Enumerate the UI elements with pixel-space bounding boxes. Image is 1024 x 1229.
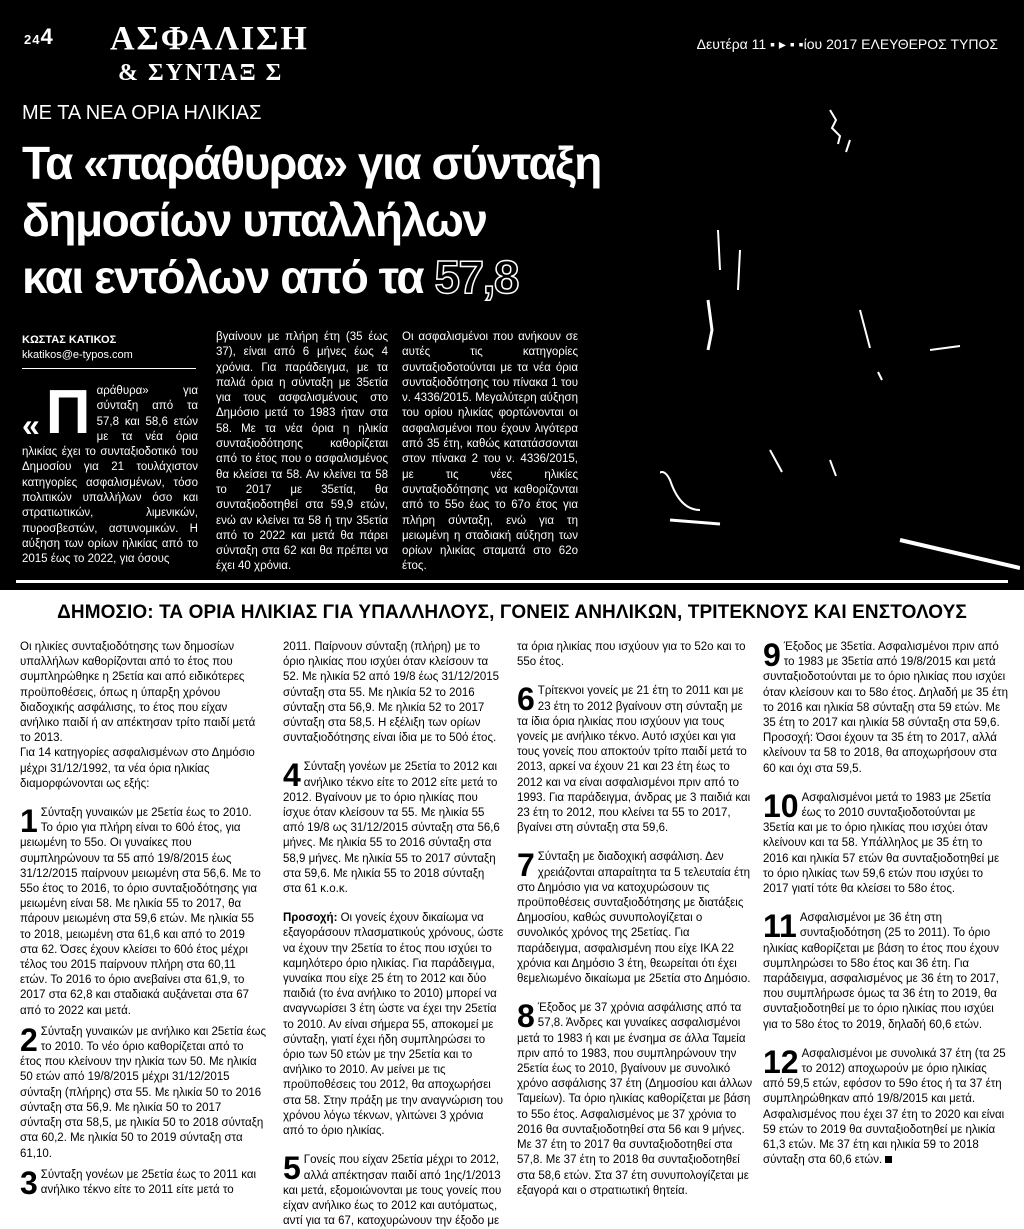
page-number: 244 bbox=[24, 24, 54, 49]
list-item-2: 2 Σύνταξη γυναικών με ανήλικο και 25ετία έως το 2010. Το νέο όριο καθορίζεται από το έτος που κλείνουν την ηλικία των 50. Με ηλικία 50 ετών από 19/8/2015 μέχρι 31/12/2015 σύνταξη (πλήρης) στα 55. Με ηλικία 50 το 2016 σύνταξη στα 56,9. Με ηλικία 50 το 2017 σύνταξη στα 58,5, με ηλικία 50 το 2018 σύνταξη στα 60,2. Με ηλικία 50 το 2019 σύνταξη στα 61,10. bbox=[20, 1021, 267, 1160]
section-subtitle: & ΣΥΝΤΑΞ Σ bbox=[118, 60, 284, 86]
info-column-4 bbox=[762, 637, 1009, 1169]
article-column-3: Οι ασφαλισμένοι που ανήκουν σε αυτές τις κατηγορίες συνταξιοδοτούνται με τα νέα όρια συνταξιοδότησης του πίνακα 1 του ν. 4336/2015. Μεγαλύτερη αύξηση του ορίου ηλικίας φορτώνονται οι ασφαλισμένοι που έχουν λιγότερα από 35 έτη, καθώς κατατάσσονται στον πίνακα 2 του ν. 4336/2015, με τις νέες ηλικίες συνταξιοδότησης να καθορίζονται από το 55ο έως το 67ο έτος για πλήρη σύνταξη, ενώ για τη μειωμένη η σταδιακή αύξηση των ορίων ηλικίας σταματά στο 62ο έτος. bbox=[402, 331, 578, 573]
info-column-1 bbox=[20, 640, 267, 1201]
list-item-7: 7 Σύνταξη με διαδοχική ασφάλιση. Δεν χρειάζονται απαραίτητα τα 5 τελευταία έτη στο Δημόσιο για να κατοχυρώσουν τις προϋποθέσεις συνταξιοδότησης με διατάξεις Δημοσίου, καθώς συνυπολογίζεται ο συνολικός χρόνος της 25ετίας. Για παράδειγμα, ασφαλισμένη που είχε ΙΚΑ 22 χρόνια και Δημόσιο 3 έτη, θεωρείται ότι έχει θεμελιωμένο δικαίωμα με 25ετία στο Δημόσιο. bbox=[517, 847, 751, 986]
dateline: Δευτέρα 11 ▪ ▸ ▪ ▪ίου 2017 ΕΛΕΥΘΕΡΟΣ ΤΥΠΟΣ bbox=[696, 36, 998, 52]
drop-cap: «Π bbox=[22, 378, 91, 447]
list-item-6: 6 Τρίτεκνοι γονείς με 21 έτη το 2011 και με 23 έτη το 2012 βγαίνουν στη σύνταξη με τα ίδια όρια ηλικίας που ισχύουν για τους γονείς με ανήλικο τέκνο. Αυτό ισχύει και για τους γονείς που αποκτούν τρίτο παιδί μετά το 2013, αρκεί να έχουν 21 και 23 έτη έως το 2012 και να είναι ασφαλισμένοι πριν από το 1993. Για παράδειγμα, άνδρας με 3 παιδιά και 23 έτη το 2012, που κλείνει τα 55 το 2017, βγαίνει στη σύνταξη στα 59,6. bbox=[517, 681, 751, 835]
author-name: ΚΩΣΤΑΣ ΚΑΤΙΚΟΣ bbox=[22, 334, 117, 346]
list-item-8: 8 Έξοδος με 37 χρόνια ασφάλισης από τα 57,8. Άνδρες και γυναίκες ασφαλισμένοι μετά το 1983 ή και με ένσημα σε άλλα Ταμεία πριν από το 1983, που συμπληρώνουν την 25ετία έως το 2010, βγαίνουν με συνολικό χρόνο ασφάλισης 37 έτη (Δημοσίου και άλλων Ταμείων). Τα όριο ηλικίας καθορίζεται με βάση το 55ο έτος. Ασφαλισμένος με 37 χρόνια το 2016 θα συνταξιοδοτηθεί στα 56 και 9 μήνες. Με 37 έτη το 2017 θα συνταξιοδοτηθεί στα 57,8. Με 37 έτη το 2018 θα συνταξιοδοτηθεί στα 58,6 ετών. Στα 37 έτη συνυπολογίζεται με εξαγορά και ο στρατιωτική θητεία. bbox=[517, 998, 753, 1197]
list-item-10: 10 Ασφαλισμένοι μετά το 1983 με 25ετία έως το 2010 συνταξιοδοτούνται με 35ετία και με το όριο ηλικίας που ισχύει όταν κλείνουν και τα 58. Υπάλληλος με 35 έτη το 2016 και ηλικία 57 ετών θα συνταξιοδοτηθεί με το όριο ηλικίας των 59,6 ετών που ισχύει το 2017 γιατί τότε θα κλείσει το 58ο έτος. bbox=[763, 787, 1000, 896]
article-column-2: βγαίνουν με πλήρη έτη (35 έως 37), είναι από 6 μήνες έως 4 χρόνια. Για παράδειγμα, με τα παλιά όρια η σύνταξη με 35ετία για τους ασφαλισμένους στο Δημόσιο μετά το 1983 ήταν στα 58. Με τα νέα όρια η ηλικία συνταξιοδότησης καθορίζεται από το έτος που ο ασφαλισμένος θα κλείσει τα 58. Αν κλείνει τα 58 το 2017 με 35ετία, θα συνταξιοδοτηθεί στα 59,9 ετών, ενώ αν κλείνει τα 58 ή την 35ετία από το 2022 και μετά θα πάρει σύνταξη στα 62 και θα πρέπει να έχει 40 χρόνια. bbox=[216, 331, 388, 573]
list-item-11: 11 Ασφαλισμένοι με 36 έτη στη συνταξιοδότηση (25 το 2011). Το όριο ηλικίας καθορίζεται με βάση το έτος που έχουν συμπληρώσει το 58ο έτος και 36 έτη. Για παράδειγμα, ασφαλισμένος με 36 έτη το 2017, που συμπλήρωσε όμως τα 36 έτη το 2019, θα συνταξιοδοτηθεί με το όριο ηλικίας που ισχύει για το 58ο έτος το 2019, δηλαδή 60,6 ετών. bbox=[763, 908, 999, 1031]
info-column-2 bbox=[282, 640, 505, 1229]
article-photo bbox=[660, 80, 1020, 580]
list-item-9: 9 Έξοδος με 35ετία. Ασφαλισμένοι πριν από το 1983 με 35ετία από 19/8/2015 και μετά συνταξιοδοτούνται με το όριο ηλικίας που ισχύει όταν κλείσουν και το 58ο έτος. Δηλαδή με 35 έτη το 2016 και ηλικία 58 σύνταξη στα 59 ετών. Με 35 έτη το 2017 και ηλικία 58 σύνταξη στα 59,6. Προσοχή: Όσοι έχουν τα 35 έτη το 2017, αλλά κλείνουν τα 58 το 2018, θα αποχωρήσουν στα 60 και όχι στα 59,5. bbox=[763, 637, 1008, 775]
info-column-3 bbox=[516, 640, 753, 1199]
list-item-4: 4 Σύνταξη γονέων με 25ετία το 2012 και ανήλικο τέκνο είτε το 2012 είτε μετά το 2012. Βγαίνουν με το όριο ηλικίας που ίσχυε όταν κλείσουν τα 55. Με ηλικία 55 από 19/8 ως 31/12/2015 σύνταξη στα 56,6 μήνες. Με ηλικία 55 το 2016 σύνταξη στα 58,9 μήνες. Με ηλικία 55 το 2017 σύνταξη στα 59,6. Με ηλικία 55 το 2018 σύνταξη στα 61 κ.ο.κ. bbox=[283, 757, 500, 896]
warning-note: Προσοχή: Οι γονείς έχουν δικαίωμα να εξαγοράσουν πλασματικούς χρόνους, ώστε να έχουν την 25ετία το έτος που ισχύει το καμηλότερο όριο ηλικίας. Για παράδειγμα, γυναίκα που είχε 25 έτη το 2012 και δύο παιδιά (το ένα ανήλικο το 2010) μπορεί να αναγνωρίσει 3 έτη ώστε να έχει την 25ετία το 2010. Αν είναι σήμερα 55, αποκομεί με σύνταξη, γιατί έχει ήδη συμπληρώσει το όριο των 50 ετών με την 25ετία και το ανήλικο το 2010. Αν μείνει με τις προϋποθέσεις του 2012, θα αποχωρήσει στα 58. Στην πράξη με την αναγνώριση του χρόνου λόγω τέκνων, γλιτώνει 3 χρόνια από το όριο ηλικίας. bbox=[283, 912, 504, 1138]
list-item-12: 12 Ασφαλισμένοι με συνολικά 37 έτη (τα 25 το 2012) αποχωρούν με όριο ηλικίας από 59,5 ετών, εφόσον το 59ο έτος ή τα 37 έτη συμπληρώθηκαν από 19/8/2015 και μετά. Ασφαλισμένος που έχει 37 έτη το 2020 και είναι 59 ετών το 2019 θα συνταξιοδοτηθεί με ηλικία 61,3 ετών. Με 37 έτη και ηλικία 59 το 2018 σύνταξη στα 60,6 ετών. bbox=[763, 1043, 1006, 1167]
author-email[interactable]: kkatikos@e-typos.com bbox=[22, 349, 133, 361]
intro-paragraph-2: Για 14 κατηγορίες ασφαλισμένων στο Δημόσιο μέχρι 31/12/1992, τα νέα όρια ηλικίας διαμορφώνονται ως εξής: bbox=[20, 747, 255, 790]
info-box bbox=[0, 590, 1024, 1229]
article-kicker: ΜΕ ΤΑ ΝΕΑ ΟΡΙΑ ΗΛΙΚΙΑΣ bbox=[22, 102, 262, 124]
article-column-1: «Π αράθυρα» για σύνταξη από τα 57,8 και 58,6 ετών με τα νέα όρια ηλικίας έχει το συνταξιοδοτικό του Δημοσίου για 21 τουλάχιστον κατηγορίες ασφαλισμένων, τόσο πολιτικών υπαλλήλων όσο και στρατιωτικών, λιμενικών, πυροσβεστών, αστυνομικών. Η αύξηση των ορίων ηλικίας από το 2015 έως το 2022, για όσους bbox=[22, 378, 198, 566]
list-item-3-start: Σύνταξη γονέων με 25ετία έως το 2011 και ανήλικο τέκνο είτε το 2011 είτε μετά το bbox=[40, 1168, 257, 1196]
list-item-5: 5 Γονείς που είχαν 25ετία μέχρι το 2012, αλλά απέκτησαν παιδί από 1ης/1/2013 και μετά, εξομοιώνονται με τους γονείς που είχαν ανήλικο έως το 2012 και αυτόματως, αντί για τα 67, κατοχυρώνουν την έξοδο με bbox=[283, 1150, 502, 1228]
byline-rule bbox=[22, 368, 196, 369]
list-item-1: 1 Σύνταξη γυναικών με 25ετία έως το 2010. Το όριο για πλήρη είναι το 60ό έτος, για μειωμένη το 55ο. Οι γυναίκες που συμπληρώνουν τα 55 από 19/8/2015 έως 31/12/2015 παίρνουν μειωμένη στα 56,6. Με το 55ο έτος το 2016, το όριο συνταξιοδότησης για μειωμένη είναι 58. Με ηλικία 55 το 2017, θα πάρουν μειωμένη στα 59,6 ετών. Με ηλικία 55 το 2018, μειωμένη στα 61,6 και από το 2019 στα 62. Όσες έχουν κλείσει το 60ό έτος μέχρι τέλος του 2015 παίρνουν πλήρη στα 60,11 ετών. Το 2016 το όριο ανεβαίνει στα 61,9, το 2017 στα 62,8 και σταδιακά αυξάνεται στα 67 από το 2022 και μετά. bbox=[20, 803, 261, 1017]
article-headline: Τα «παράθυρα» για σύνταξη δημοσίων υπαλλήλων και εντόλων από τα 57,8 bbox=[22, 137, 601, 303]
section-title: ΑΣΦΑΛΙΣΗ bbox=[110, 20, 309, 57]
info-box-title: ΔΗΜΟΣΙΟ: ΤΑ ΟΡΙΑ ΗΛΙΚΙΑΣ ΓΙΑ ΥΠΑΛΛΗΛΟΥΣ, ΓΟΝΕΙΣ ΑΝΗΛΙΚΩΝ, ΤΡΙΤΕΚΝΟΥΣ ΚΑΙ ΕΝΣΤΟΛΟΥΣ bbox=[57, 602, 967, 623]
list-item-5-continued: τα όρια ηλικίας που ισχύουν για το 52ο και το 55ο έτος. bbox=[517, 641, 746, 669]
list-item-3-continued: 2011. Παίρνουν σύνταξη (πλήρη) με το όριο ηλικίας που ισχύει όταν κλείσουν τα 52. Με ηλικία 52 από 19/8 έως 31/12/2015 σύνταξη στα 55. Με ηλικία 52 το 2016 σύνταξη στα 56,9. Με ηλικία 52 το 2017 σύνταξη στα 58,5. Η εξέλιξη των ορίων συνταξιοδότησης είναι ίδια με το 50ό έτος. bbox=[283, 641, 500, 745]
article-header-area bbox=[0, 0, 1024, 582]
end-mark bbox=[885, 1156, 892, 1163]
intro-paragraph-1: Οι ηλικίες συνταξιοδότησης των δημοσίων υπαλλήλων καθορίζονται από το έτος που συμπληρώθηκε η 25ετία και από ειδικότερες προϋποθέσεις, όπως η ύπαρξη χρόνου διαδοχικής ασφάλισης, το έτος που είχαν ανήλικο παιδί ή αν απέκτησαν τρίτο παιδί μετά το 2013. bbox=[20, 641, 256, 745]
list-item-3: 3 Σύνταξη γονέων με 25ετία έως το 2011 και ανήλικο τέκνο είτε το 2011 είτε μετά το bbox=[20, 1164, 257, 1201]
section-divider bbox=[0, 576, 1024, 588]
headline-age-figure: 57,8 bbox=[434, 251, 518, 303]
